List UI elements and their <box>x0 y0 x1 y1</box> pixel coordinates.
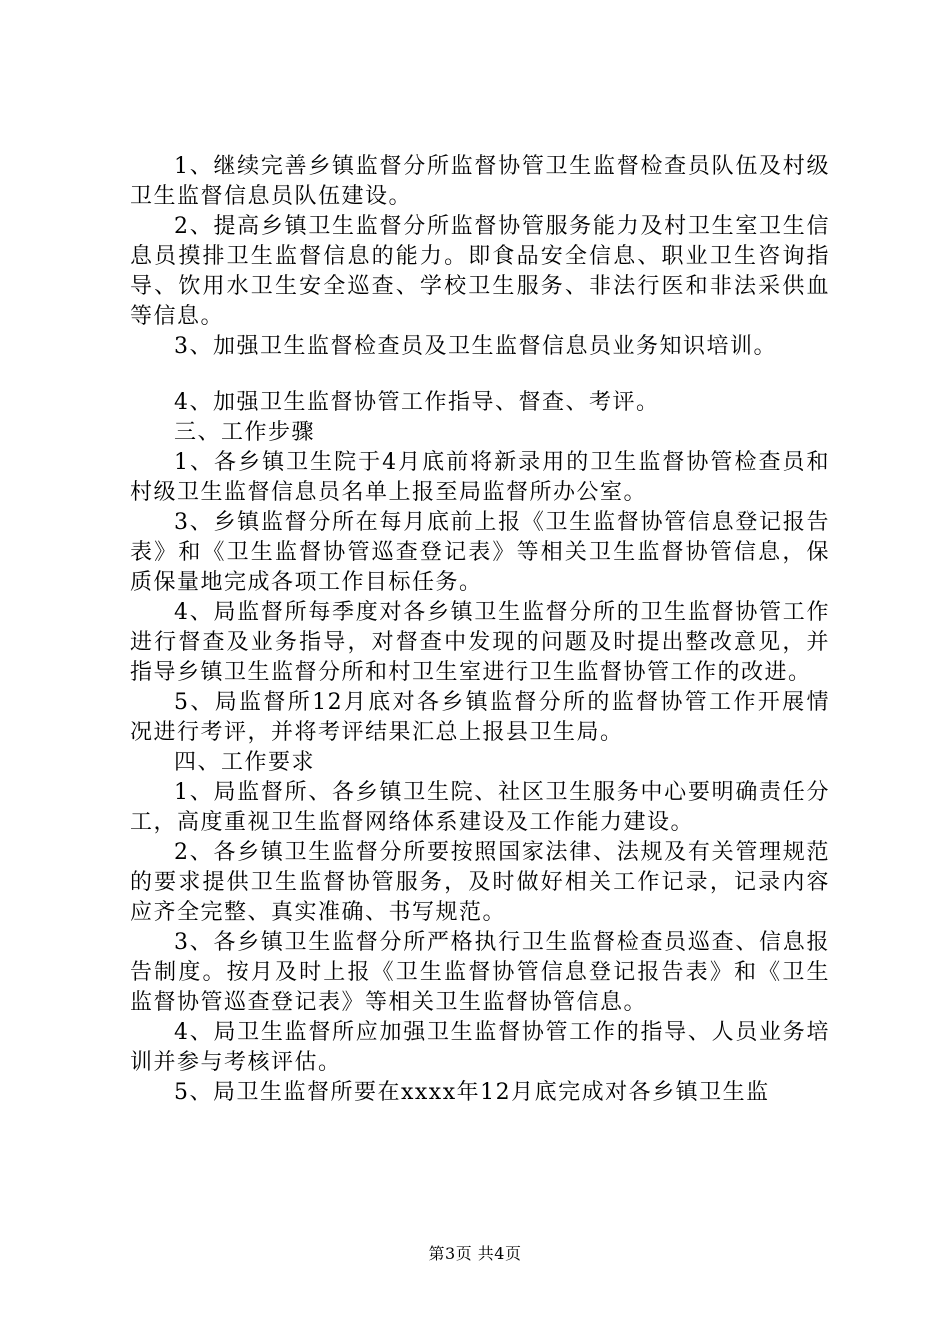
paragraph-8: 5、局监督所12月底对各乡镇监督分所的监督协管工作开展情况进行考评，并将考评结果汇总上报县卫生局。 <box>130 690 830 745</box>
paragraph-1: 1、继续完善乡镇监督分所监督协管卫生监督检查员队伍及村级卫生监督信息员队伍建设。 <box>130 154 830 209</box>
paragraph-7: 4、局监督所每季度对各乡镇卫生监督分所的卫生监督协管工作进行督查及业务指导，对督查中发现的问题及时提出整改意见，并指导乡镇卫生监督分所和村卫生室进行卫生监督协管工作的改进。 <box>130 600 830 685</box>
paragraph-4: 4、加强卫生监督协管工作指导、督查、考评。 <box>174 390 660 415</box>
paragraph-11: 3、各乡镇卫生监督分所严格执行卫生监督检查员巡查、信息报告制度。按月及时上报《卫生监督协管信息登记报告表》和《卫生监督协管巡查登记表》等相关卫生监督协管信息。 <box>130 930 830 1015</box>
paragraph-5: 1、各乡镇卫生院于4月底前将新录用的卫生监督协管检查员和村级卫生监督信息员名单上报至局监督所办公室。 <box>130 450 830 505</box>
section-heading-steps: 三、工作步骤 <box>174 420 316 445</box>
paragraph-10: 2、各乡镇卫生监督分所要按照国家法律、法规及有关管理规范的要求提供卫生监督协管服务，及时做好相关工作记录，记录内容应齐全完整、真实准确、书写规范。 <box>130 840 830 925</box>
section-heading-requirements: 四、工作要求 <box>174 750 316 775</box>
paragraph-2: 2、提高乡镇卫生监督分所监督协管服务能力及村卫生室卫生信息员摸排卫生监督信息的能力。即食品安全信息、职业卫生咨询指导、饮用水卫生安全巡查、学校卫生服务、非法行医和非法采供血等信息。 <box>130 214 830 329</box>
paragraph-3: 3、加强卫生监督检查员及卫生监督信息员业务知识培训。 <box>174 334 777 359</box>
page-footer: 第3页 共4页 <box>428 1244 522 1263</box>
paragraph-9: 1、局监督所、各乡镇卫生院、社区卫生服务中心要明确责任分工，高度重视卫生监督网络体系建设及工作能力建设。 <box>130 780 830 835</box>
paragraph-6: 3、乡镇监督分所在每月底前上报《卫生监督协管信息登记报告表》和《卫生监督协管巡查登记表》等相关卫生监督协管信息，保质保量地完成各项工作目标任务。 <box>130 510 830 595</box>
paragraph-gap <box>130 362 830 388</box>
paragraph-13: 5、局卫生监督所要在xxxx年12月底完成对各乡镇卫生监 <box>174 1080 770 1105</box>
document-body <box>130 152 830 1108</box>
paragraph-12: 4、局卫生监督所应加强卫生监督协管工作的指导、人员业务培训并参与考核评估。 <box>130 1020 830 1075</box>
